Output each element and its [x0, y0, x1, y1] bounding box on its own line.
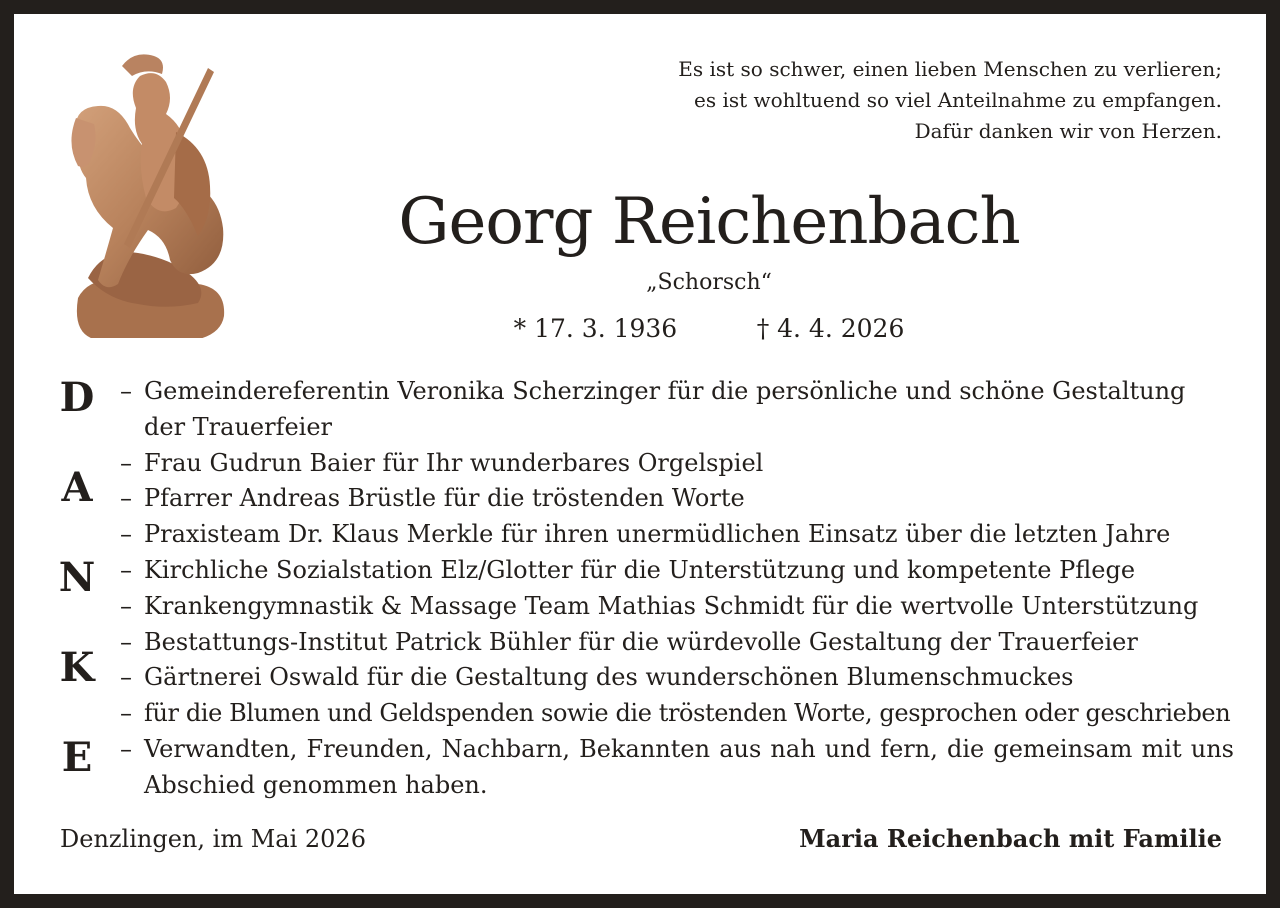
deceased-name: Georg Reichenbach: [398, 185, 1020, 259]
thanks-entry: [114, 660, 1234, 696]
life-dates: [344, 312, 1074, 346]
dash: –: [120, 520, 132, 549]
thanks-entry: [114, 589, 1234, 625]
thanks-text: Frau Gudrun Baier für Ihr wunderbares Orgelspiel: [144, 448, 764, 477]
dash: –: [120, 663, 132, 692]
quote-line: Es ist so schwer, einen lieben Menschen zu verlieren;: [678, 57, 1222, 81]
dash: –: [120, 484, 132, 513]
dash: –: [120, 448, 132, 477]
quote-block: [582, 54, 1222, 147]
dash: –: [120, 591, 132, 620]
thanks-entry: [114, 625, 1234, 661]
thanks-text: Abschied genommen haben.: [144, 770, 488, 799]
thanks-entry: [114, 553, 1234, 589]
quote-line: Dafür danken wir von Herzen.: [914, 119, 1222, 143]
deceased-nickname: „Schorsch“: [646, 270, 772, 295]
danke-letter: K: [59, 644, 95, 691]
dash: –: [120, 377, 132, 405]
thanks-text: für die Blumen und Geldspenden sowie die tröstenden Worte, gesprochen oder geschrieben: [144, 699, 1231, 728]
thanks-text: Gemeindereferentin Veronika Scherzinger für die persönliche und schöne Gestaltung: [144, 377, 1186, 405]
danke-letter: A: [61, 464, 93, 511]
thanks-entry: [114, 446, 1234, 482]
dash: –: [120, 555, 132, 584]
thanks-text: Kirchliche Sozialstation Elz/Glotter für die Unterstützung und kompetente Pflege: [144, 555, 1136, 584]
death-date: † 4. 4. 2026: [756, 314, 905, 343]
place-and-date: Denzlingen, im Mai 2026: [60, 825, 366, 853]
thanks-entry: [114, 517, 1234, 553]
thanks-text: Krankengymnastik & Massage Team Mathias Schmidt für die wertvolle Unterstützung: [144, 591, 1199, 620]
danke-letter: N: [58, 554, 96, 601]
thanks-text: Bestattungs-Institut Patrick Bühler für die würdevolle Gestaltung der Trauerfeier: [144, 627, 1138, 656]
dash: –: [120, 627, 132, 656]
signature: Maria Reichenbach mit Familie: [799, 824, 1222, 853]
thanks-text: der Trauerfeier: [144, 412, 333, 441]
birth-date: * 17. 3. 1936: [513, 314, 678, 343]
thanks-text: Verwandten, Freunden, Nachbarn, Bekannten aus nah und fern, die gemeinsam mit uns: [144, 734, 1234, 763]
thanks-text: Gärtnerei Oswald für die Gestaltung des wunderschönen Blumenschmuckes: [144, 663, 1074, 692]
thanks-entry: [114, 696, 1234, 732]
danke-letter: D: [59, 374, 95, 421]
danke-letter: E: [61, 734, 93, 781]
thanks-entry: [114, 732, 1234, 804]
thanks-entry: [114, 481, 1234, 517]
dash: –: [120, 699, 132, 728]
thanks-list: [114, 374, 1234, 804]
thanks-text: Praxisteam Dr. Klaus Merkle für ihren unermüdlichen Einsatz über die letzten Jahre: [144, 520, 1171, 549]
thanks-entry: [114, 374, 1234, 446]
thanks-text: Pfarrer Andreas Brüstle für die tröstenden Worte: [144, 484, 745, 513]
obituary-card: [14, 14, 1266, 894]
quote-line: es ist wohltuend so viel Anteilnahme zu empfangen.: [694, 88, 1222, 112]
dash: –: [120, 734, 132, 763]
saint-george-carving-image: [58, 48, 228, 338]
